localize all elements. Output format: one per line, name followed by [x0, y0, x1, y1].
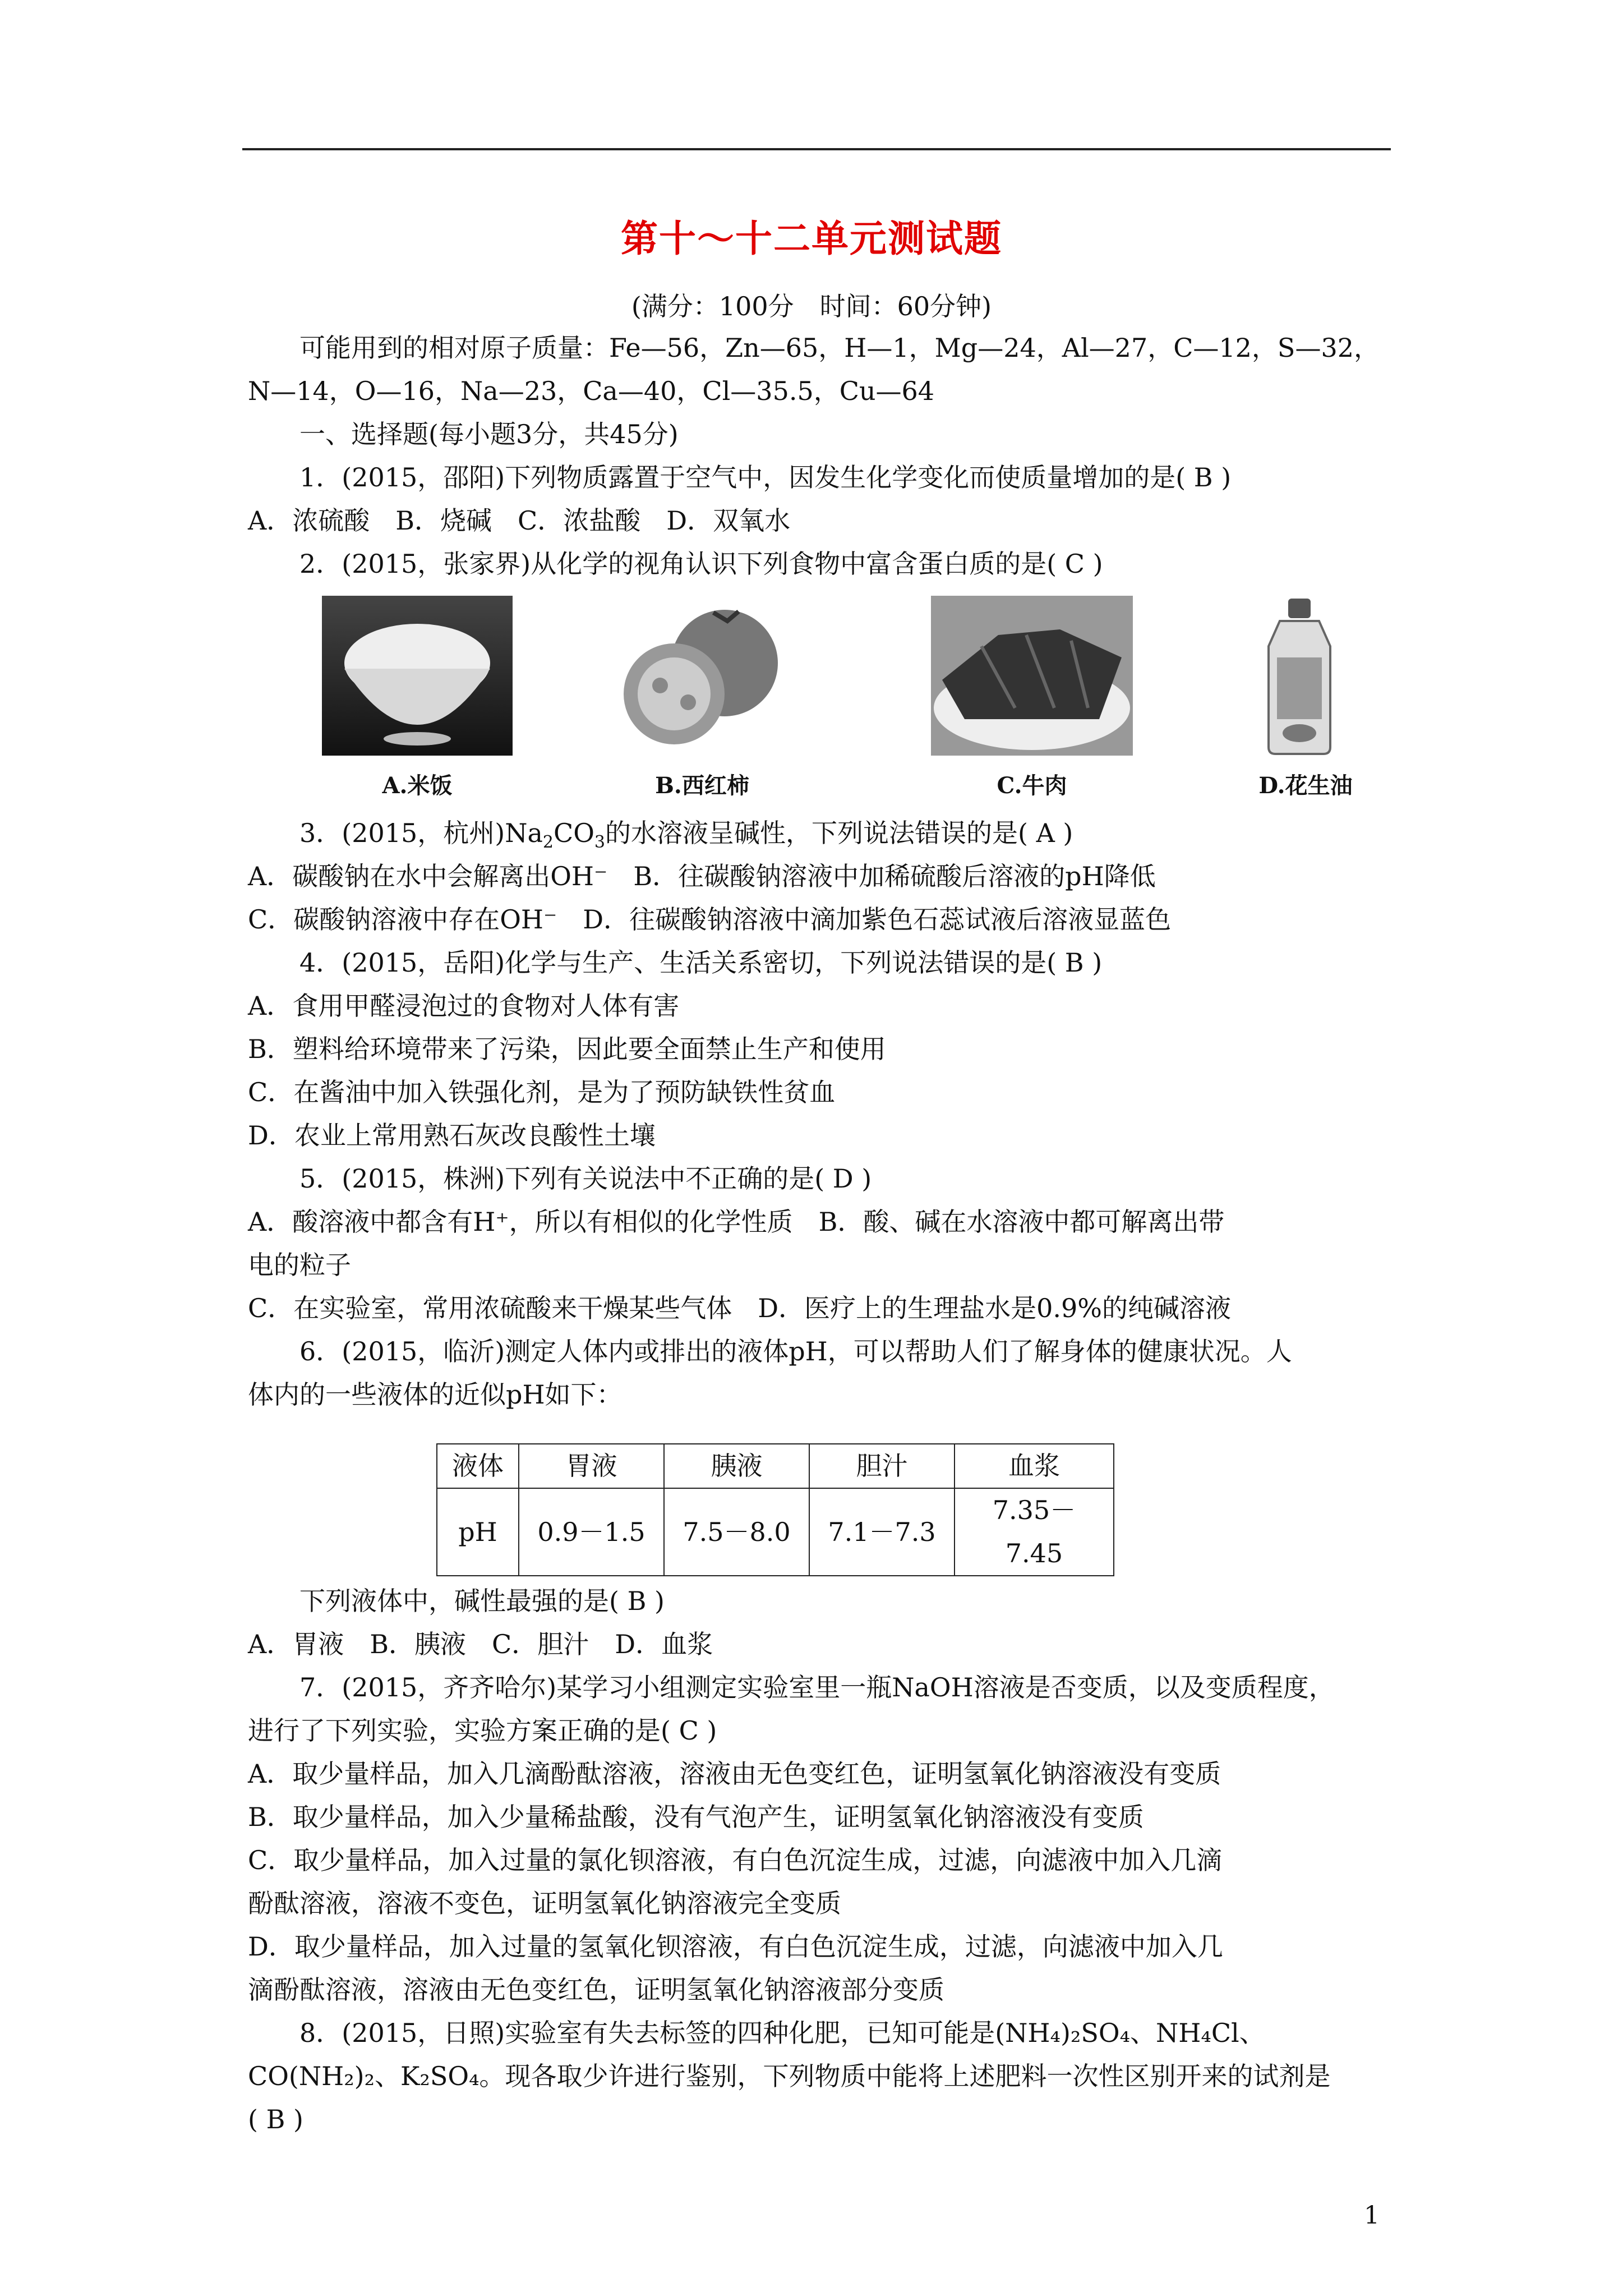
question-7-option-d-cont: 滴酚酞溶液，溶液由无色变红色，证明氢氧化钠溶液部分变质	[248, 1975, 944, 2005]
question-4-option-b: B．塑料给环境带来了污染，因此要全面禁止生产和使用	[248, 1034, 886, 1064]
question-1-options: A．浓硫酸 B．烧碱 C．浓盐酸 D．双氧水	[248, 505, 791, 536]
question-7-stem: 7．(2015，齐齐哈尔)某学习小组测定实验室里一瓶NaOH溶液是否变质，以及变质程度，	[299, 1672, 1335, 1703]
question-8-answer: ( B )	[248, 2104, 303, 2134]
question-6-stem: 6．(2015，临沂)测定人体内或排出的液体pH，可以帮助人们了解身体的健康状况。人	[299, 1336, 1292, 1366]
exam-content	[248, 326, 1392, 2141]
rice-bowl-image	[322, 596, 513, 756]
question-3-stem: 3．(2015，杭州)$Na_2CO_3$的水溶液呈碱性，下列说法错误的是( A )	[299, 818, 1073, 853]
question-3-options-ab: A．碳酸钠在水中会解离出OH⁻ B．往碳酸钠溶液中加稀硫酸后溶液的pH降低	[248, 861, 1156, 891]
caption-peanut-oil: D.花生油	[1258, 772, 1353, 799]
caption-rice: A.米饭	[382, 772, 453, 799]
atomic-masses-line1: 可能用到的相对原子质量：Fe—56，Zn—65，H—1，Mg—24，Al—27，C—12，S—32，	[299, 333, 1380, 363]
question-2-stem: 2．(2015，张家界)从化学的视角认识下列食物中富含蛋白质的是( C )	[299, 549, 1103, 579]
question-4-stem: 4．(2015，岳阳)化学与生产、生活关系密切，下列说法错误的是( B )	[299, 947, 1103, 978]
question-4-option-a: A．食用甲醛浸泡过的食物对人体有害	[248, 991, 680, 1021]
question-4-option-c: C．在酱油中加入铁强化剂，是为了预防缺铁性贫血	[248, 1077, 836, 1107]
table-cell: 胰液	[664, 1444, 809, 1488]
caption-tomato: B.西红柿	[655, 772, 749, 799]
question-5-options-ab: A．酸溶液中都含有H⁺，所以有相似的化学性质 B．酸、碱在水溶液中都可解离出带	[248, 1207, 1225, 1237]
table-cell: 7.35－7.45	[955, 1488, 1114, 1576]
table-cell: 7.5－8.0	[664, 1488, 809, 1576]
exam-info: (满分：100分 时间：60分钟)	[631, 291, 992, 321]
page-number: 1	[1364, 2201, 1380, 2230]
header-rule	[242, 148, 1391, 150]
question-5-stem: 5．(2015，株洲)下列有关说法中不正确的是( D )	[299, 1163, 872, 1194]
question-8-stem-cont: CO(NH₂)₂、K₂SO₄。现各取少许进行鉴别，下列物质中能将上述肥料一次性区别开来的试剂是	[248, 2061, 1331, 2091]
question-6-options: A．胃液 B．胰液 C．胆汁 D．血浆	[248, 1629, 713, 1659]
question-4-option-d: D．农业上常用熟石灰改良酸性土壤	[248, 1120, 656, 1151]
question-2-images	[248, 596, 1392, 812]
ph-table	[436, 1443, 1114, 1576]
question-7-stem-cont: 进行了下列实验，实验方案正确的是( C )	[248, 1715, 717, 1746]
table-cell: pH	[437, 1488, 519, 1576]
page-title: 第十～十二单元测试题	[621, 217, 1002, 260]
question-5-options-ab-cont: 电的粒子	[248, 1250, 351, 1280]
table-row	[437, 1444, 1114, 1488]
question-6-question: 下列液体中，碱性最强的是( B )	[299, 1586, 665, 1616]
question-7-option-c-cont: 酚酞溶液，溶液不变色，证明氢氧化钠溶液完全变质	[248, 1888, 841, 1918]
question-7-option-b: B．取少量样品，加入少量稀盐酸，没有气泡产生，证明氢氧化钠溶液没有变质	[248, 1802, 1144, 1832]
caption-beef: C.牛肉	[997, 772, 1067, 799]
section-heading: 一、选择题(每小题3分，共45分)	[299, 419, 679, 449]
tomato-image	[607, 596, 797, 756]
question-7-option-a: A．取少量样品，加入几滴酚酞溶液，溶液由无色变红色，证明氢氧化钠溶液没有变质	[248, 1759, 1221, 1789]
question-1-stem: 1．(2015，邵阳)下列物质露置于空气中，因发生化学变化而使质量增加的是( B )	[299, 462, 1232, 493]
table-cell: 0.9－1.5	[519, 1488, 664, 1576]
table-cell: 7.1－7.3	[809, 1488, 955, 1576]
question-7-option-d: D．取少量样品，加入过量的氢氧化钡溶液，有白色沉淀生成，过滤，向滤液中加入几	[248, 1931, 1223, 1962]
question-7-option-c: C．取少量样品，加入过量的氯化钡溶液，有白色沉淀生成，过滤，向滤液中加入几滴	[248, 1845, 1223, 1875]
question-5-options-cd: C．在实验室，常用浓硫酸来干燥某些气体 D．医疗上的生理盐水是0.9%的纯碱溶液	[248, 1293, 1231, 1323]
table-cell: 血浆	[955, 1444, 1114, 1488]
question-6-stem-cont: 体内的一些液体的近似pH如下：	[248, 1379, 623, 1410]
table-cell: 液体	[437, 1444, 519, 1488]
question-3-options-cd: C．碳酸钠溶液中存在OH⁻ D．往碳酸钠溶液中滴加紫色石蕊试液后溶液显蓝色	[248, 904, 1172, 935]
table-row	[437, 1488, 1114, 1576]
table-cell: 胃液	[519, 1444, 664, 1488]
table-cell: 胆汁	[809, 1444, 955, 1488]
question-8-stem: 8．(2015，日照)实验室有失去标签的四种化肥，已知可能是(NH₄)₂SO₄、NH₄Cl、	[299, 2018, 1265, 2048]
peanut-oil-bottle-image	[1263, 596, 1347, 756]
beef-image	[931, 596, 1133, 756]
atomic-masses-line2: N—14，O—16，Na—23，Ca—40，Cl—35.5，Cu—64	[248, 376, 935, 406]
